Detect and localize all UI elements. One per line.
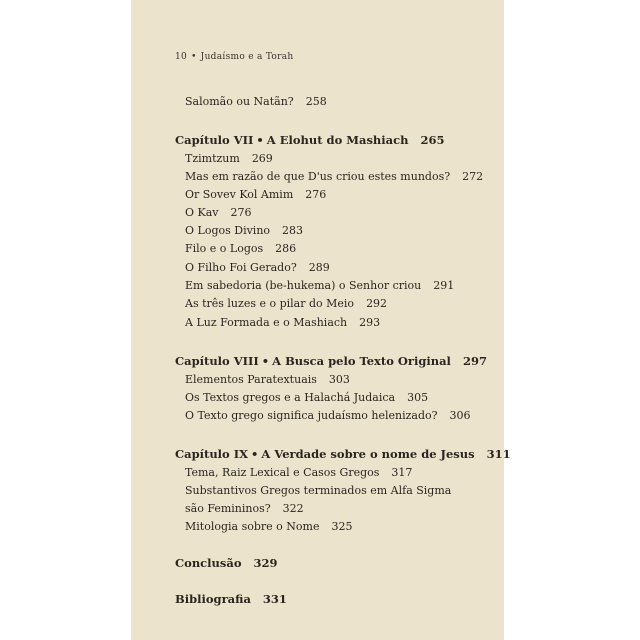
chapter-label: Capítulo VIII — [175, 354, 259, 368]
bibliography-page: 331 — [262, 592, 287, 606]
header-title: Judaísmo e a Torah — [200, 52, 294, 62]
chapter-title: A Elohut do Mashiach — [266, 133, 409, 147]
bibliography-title: Bibliografia — [175, 592, 251, 606]
toc-entry: são Femininos? 322 — [185, 502, 304, 515]
toc-entry: A Luz Formada e o Mashiach 293 — [185, 316, 381, 329]
chapter-heading: Capítulo VIII • A Busca pelo Texto Original 297 — [175, 354, 487, 368]
chapter-heading: Capítulo VII • A Elohut do Mashiach 265 — [175, 133, 445, 147]
toc-entry: Tema, Raiz Lexical e Casos Gregos 317 — [185, 466, 413, 479]
toc-entry: Or Sovev Kol Amim 276 — [185, 188, 327, 201]
chapter-title: A Verdade sobre o nome de Jesus — [261, 447, 475, 461]
header-separator: • — [191, 52, 197, 62]
bibliography-heading — [175, 592, 287, 606]
chapter-title: A Busca pelo Texto Original — [272, 354, 451, 368]
toc-entry: Elementos Paratextuais 303 — [185, 373, 350, 386]
book-page — [131, 0, 511, 640]
toc-entry: Mas em razão de que D'us criou estes mundos? 272 — [185, 170, 484, 183]
running-header — [175, 52, 294, 62]
toc-entry: Substantivos Gregos terminados em Alfa Sigma — [185, 484, 452, 497]
chapter-heading: Capítulo IX • A Verdade sobre o nome de Jesus 311 — [175, 447, 511, 461]
toc-entry: Tzimtzum 269 — [185, 152, 273, 165]
toc-entry: Salomão ou Natãn? 258 — [185, 95, 327, 108]
toc-entry: Os Textos gregos e a Halachá Judaica 305 — [185, 391, 429, 404]
conclusion-title: Conclusão — [175, 556, 242, 570]
toc-entry: O Logos Divino 283 — [185, 224, 304, 237]
chapter-page: 297 — [462, 354, 487, 368]
header-page-number: 10 — [175, 52, 188, 62]
chapter-label: Capítulo IX — [175, 447, 249, 461]
chapter-page: 311 — [486, 447, 511, 461]
toc-entry: O Texto grego significa judaísmo helenizado? 306 — [185, 409, 471, 422]
toc-entry: As três luzes e o pilar do Meio 292 — [185, 297, 388, 310]
chapter-label: Capítulo VII — [175, 133, 254, 147]
conclusion-heading — [175, 556, 278, 570]
toc-entry: O Kav 276 — [185, 206, 252, 219]
toc-entry: Mitologia sobre o Nome 325 — [185, 520, 353, 533]
toc-entry: O Filho Foi Gerado? 289 — [185, 261, 330, 274]
toc-entry: Em sabedoria (be-hukema) o Senhor criou 291 — [185, 279, 455, 292]
chapter-page: 265 — [420, 133, 445, 147]
conclusion-page: 329 — [253, 556, 278, 570]
toc-entry: Filo e o Logos 286 — [185, 242, 297, 255]
